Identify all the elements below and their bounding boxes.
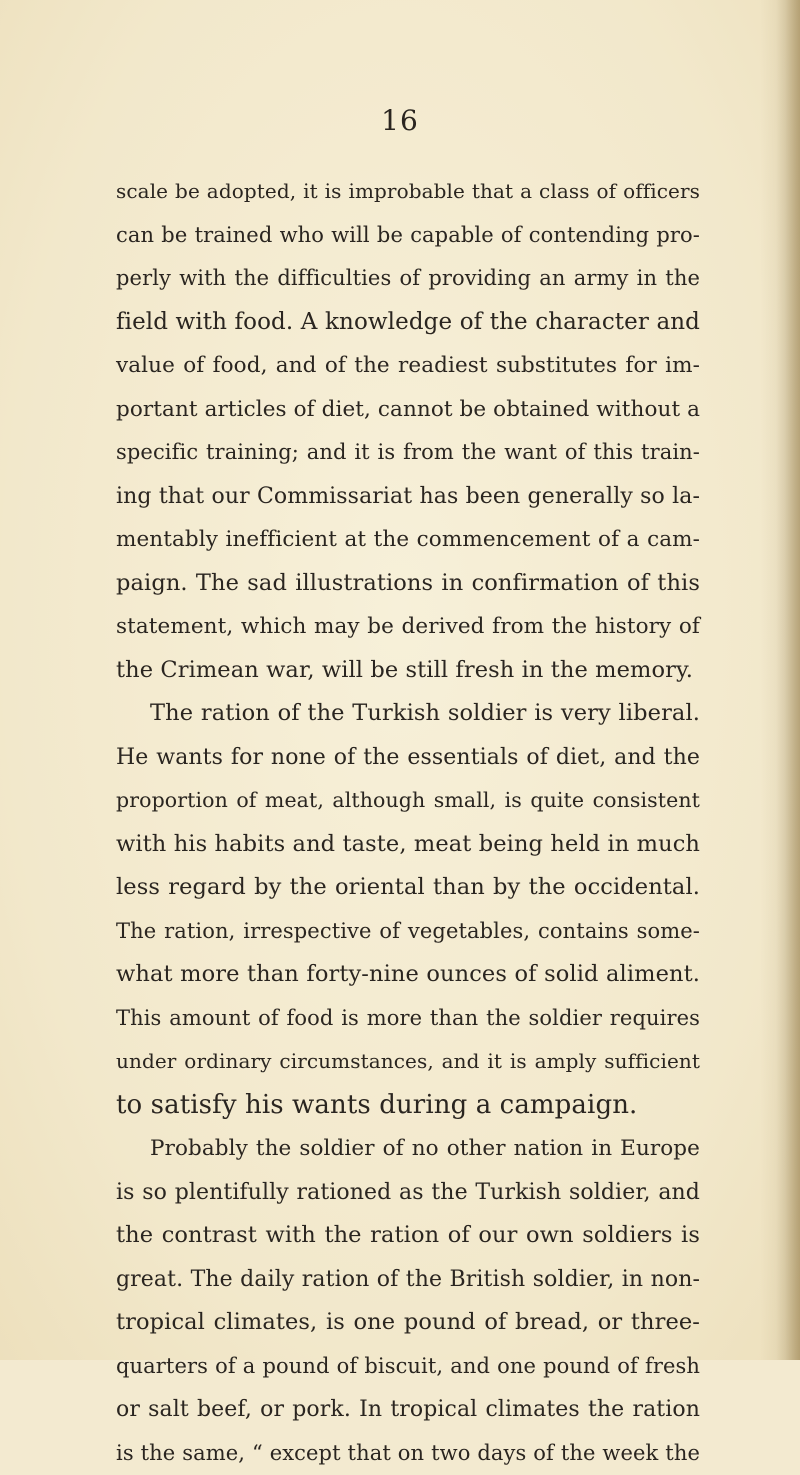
text-line: to satisfy his wants during a campaign. <box>116 1084 700 1128</box>
text-line: Probably the soldier of no other nation in Europe <box>116 1127 700 1171</box>
page-edge-shadow <box>776 0 800 1360</box>
text-line: portant articles of diet, cannot be obtained without a <box>116 388 700 432</box>
text-line: the Crimean war, will be still fresh in the memory. <box>116 649 700 693</box>
text-line: is so plentifully rationed as the Turkish soldier, and <box>116 1171 700 1215</box>
text-line: what more than forty-nine ounces of solid aliment. <box>116 953 700 997</box>
text-line: can be trained who will be capable of contending pro- <box>116 214 700 258</box>
text-line: mentably inefficient at the commencement of a cam- <box>116 518 700 562</box>
text-line: The ration, irrespective of vegetables, contains some- <box>116 910 700 954</box>
text-line: scale be adopted, it is improbable that a class of officers <box>116 170 700 214</box>
text-line: or salt beef, or pork. In tropical climates the ration <box>116 1388 700 1432</box>
text-line: under ordinary circumstances, and it is amply sufficient <box>116 1040 700 1084</box>
text-line: statement, which may be derived from the history of <box>116 605 700 649</box>
page-number: 16 <box>0 104 800 137</box>
text-line: ing that our Commissariat has been generally so la- <box>116 475 700 519</box>
text-line: great. The daily ration of the British soldier, in non- <box>116 1258 700 1302</box>
text-line: He wants for none of the essentials of diet, and the <box>116 736 700 780</box>
text-line: field with food. A knowledge of the character and <box>116 301 700 345</box>
text-line: the contrast with the ration of our own soldiers is <box>116 1214 700 1258</box>
text-line: proportion of meat, although small, is quite consistent <box>116 779 700 823</box>
text-line: with his habits and taste, meat being held in much <box>116 823 700 867</box>
text-line: less regard by the oriental than by the occidental. <box>116 866 700 910</box>
text-line: This amount of food is more than the soldier requires <box>116 997 700 1041</box>
text-line: value of food, and of the readiest substitutes for im- <box>116 344 700 388</box>
text-line: tropical climates, is one pound of bread, or three- <box>116 1301 700 1345</box>
text-line: quarters of a pound of biscuit, and one pound of fresh <box>116 1345 700 1389</box>
text-line: is the same, “ except that on two days of the week the <box>116 1432 700 1475</box>
text-line: paign. The sad illustrations in confirmation of this <box>116 562 700 606</box>
text-line: specific training; and it is from the want of this train- <box>116 431 700 475</box>
body-text <box>116 170 700 1475</box>
text-line: The ration of the Turkish soldier is very liberal. <box>116 692 700 736</box>
text-line: perly with the difficulties of providing an army in the <box>116 257 700 301</box>
